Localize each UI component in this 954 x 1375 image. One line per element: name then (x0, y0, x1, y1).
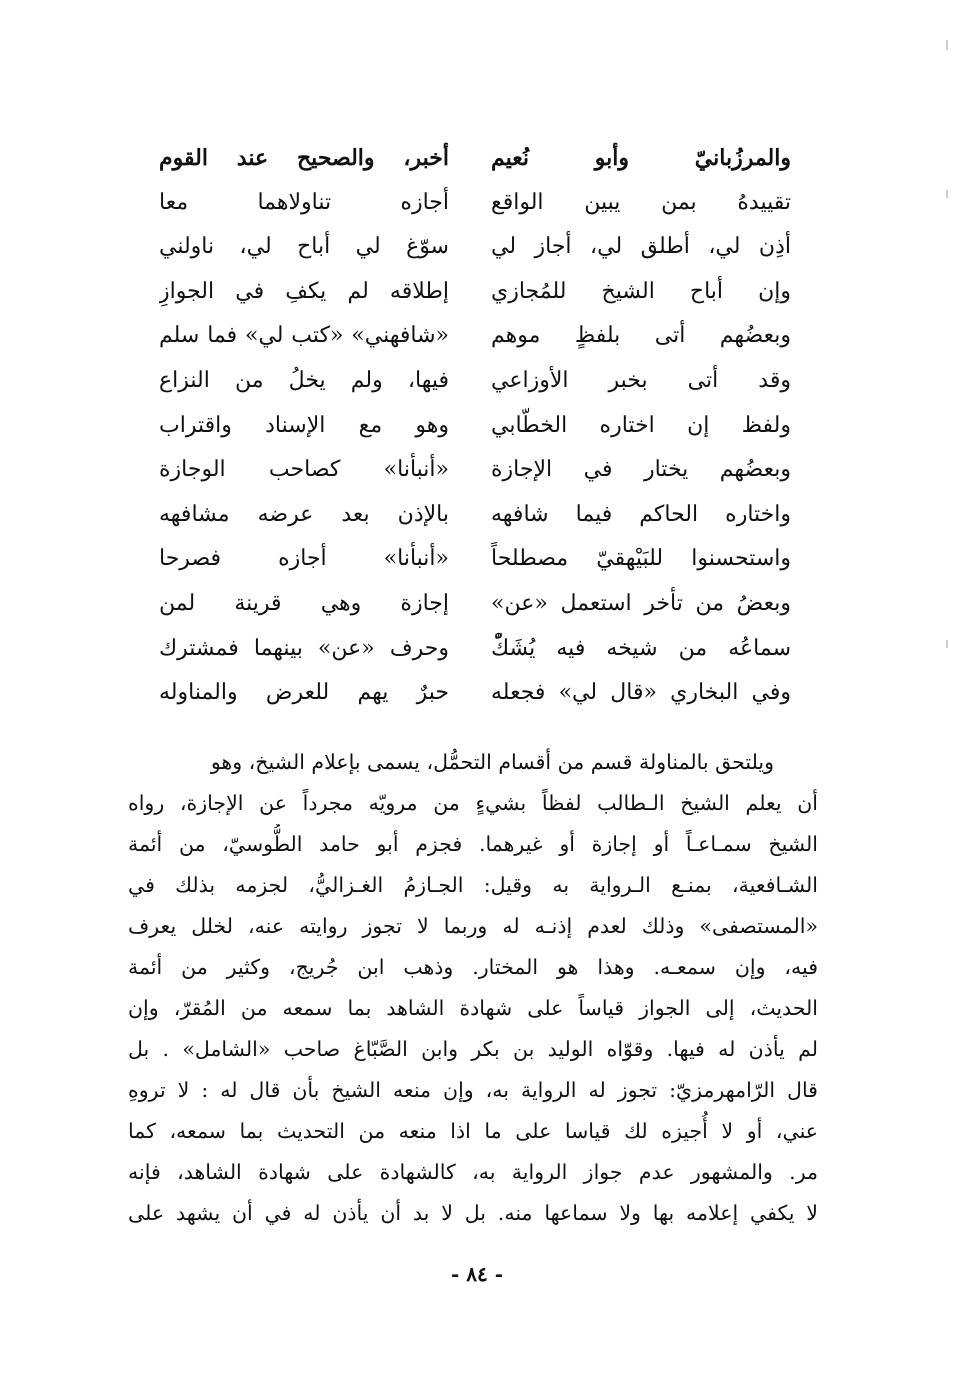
poem-hemistich-left: «أنبأنا» كصاحب الوجازة (159, 457, 449, 483)
poem-hemistich-right: وبعضُهم أتى بلفظٍ موهم (491, 323, 791, 349)
prose-line: عني، أو لا أُجيزه لك قياسا على ما اذا منعه من التحديث بما سمعه، كما (128, 1119, 818, 1143)
poem-hemistich-left: «شافهني» «كتب لي» فما سلم (159, 323, 449, 349)
prose-line: ويلتحق بالمناولة قسم من أقسام التحمُّل، يسمى بإعلام الشيخ، وهو (210, 750, 774, 774)
prose-line: الحديث، إلى الجواز قياساً على شهادة الشاهد بما سمعه من المُقرّ، وإن (128, 996, 818, 1020)
poem-hemistich-right: تقييدهُ بمن يبين الواقع (491, 189, 791, 215)
poem-verse (0, 359, 954, 404)
prose-line: لم يأذن له فيها. وقوّاه الوليد بن بكر وابن الصَّبّاغ صاحب «الشامل» . بل (128, 1037, 818, 1061)
prose-line: أن يعلم الشيخ الـطالب لفظاً بشيءٍ من مرويّه مجرداً عن الإجازة، رواه (128, 791, 818, 815)
prose-line: الشيخ سمـاعـاً أو إجازة أو غيرهما. فجزم أبو حامد الطُّوسيّ، من أئمة (128, 832, 818, 856)
poem-verse (0, 404, 954, 449)
poem-verse (0, 671, 954, 716)
poem-hemistich-left: أخبر، والصحيح عند القوم (159, 145, 449, 171)
poem-verse (0, 537, 954, 582)
poem-hemistich-left: حبرٌ يهم للعرض والمناوله (159, 680, 449, 706)
poem-hemistich-left: «أنبأنا» أجازه فصرحا (159, 546, 449, 572)
prose-line: مر. والمشهور عدم جواز الرواية به، كالشهادة على شهادة الشاهد، فإنه (128, 1160, 818, 1184)
prose-line: فيه، وإن سمعـه. وهذا هو المختار. وذهب ابن جُريج، وكثير من أئمة (128, 955, 818, 979)
poem-verse (0, 181, 954, 226)
poem-hemistich-left: بالإذن بعد عرضه مشافهه (159, 501, 449, 527)
prose-line: الشـافعية، بمنـع الـرواية به وقيل: الجـازمُ الغـزاليُّ، لجزمه بذلك في (128, 873, 818, 897)
poem-hemistich-left: فيها، ولم يخلُ من النزاع (159, 367, 449, 393)
poem-hemistich-right: واستحسنوا للبَيْهقيّ مصطلحاً (491, 546, 791, 572)
poem-hemistich-left: سوّغ لي أباح لي، ناولني (159, 234, 449, 260)
poem-verse (0, 225, 954, 270)
prose-line: «المستصفى» وذلك لعدم إذنـه له وربما لا تجوز روايته عنه، لخلل يعرف (128, 914, 818, 938)
poem-verse (0, 582, 954, 627)
poem-hemistich-right: وبعضُ من تأخر استعمل «عن» (491, 590, 791, 616)
poem-hemistich-left: إجازة وهي قرينة لمن (159, 590, 449, 616)
poem-verse (0, 627, 954, 672)
poem-hemistich-right: وقد أتى بخبر الأوزاعي (491, 367, 791, 393)
poem-hemistich-right: واختاره الحاكم فيما شافهه (491, 501, 791, 527)
prose-paragraph (128, 742, 818, 1234)
poem-hemistich-right: ولفظ إن اختاره الخطّابي (491, 412, 791, 438)
poem-hemistich-right: والمرزُبانيّ وأبو نُعيم (491, 145, 791, 171)
poem-block (0, 136, 954, 716)
poem-hemistich-left: أجازه تناولاهما معا (159, 189, 449, 215)
poem-hemistich-right: وإن أباح الشيخ للمُجازي (491, 278, 791, 304)
poem-verse (0, 270, 954, 315)
poem-verse (0, 314, 954, 359)
prose-line: لا يكفي إعلامه بها ولا سماعها منه. بل لا بد أن يأذن له في أن يشهد على (128, 1201, 818, 1225)
poem-verse (0, 493, 954, 538)
poem-hemistich-right: سماعُه من شيخه فيه يُشَكّْ (491, 635, 791, 661)
poem-verse (0, 136, 954, 181)
margin-mark (946, 40, 948, 50)
prose-line: قال الرّامهرمزيّ: تجوز له الرواية به، وإن منعه الشيخ بأن قال له : لا تروهِ (128, 1078, 818, 1102)
poem-hemistich-left: وهو مع الإسناد واقتراب (159, 412, 449, 438)
poem-hemistich-right: أذِن لي، أطلق لي، أجاز لي (491, 234, 791, 260)
poem-hemistich-right: وبعضُهم يختار في الإجازة (491, 457, 791, 483)
poem-hemistich-left: إطلاقه لم يكفِ في الجوازِ (159, 278, 449, 304)
poem-hemistich-left: وحرف «عن» بينهما فمشترك (159, 635, 449, 661)
poem-hemistich-right: وفي البخاري «قال لي» فجعله (491, 680, 791, 706)
poem-verse (0, 448, 954, 493)
page-number: - ٨٤ - (450, 1262, 503, 1286)
